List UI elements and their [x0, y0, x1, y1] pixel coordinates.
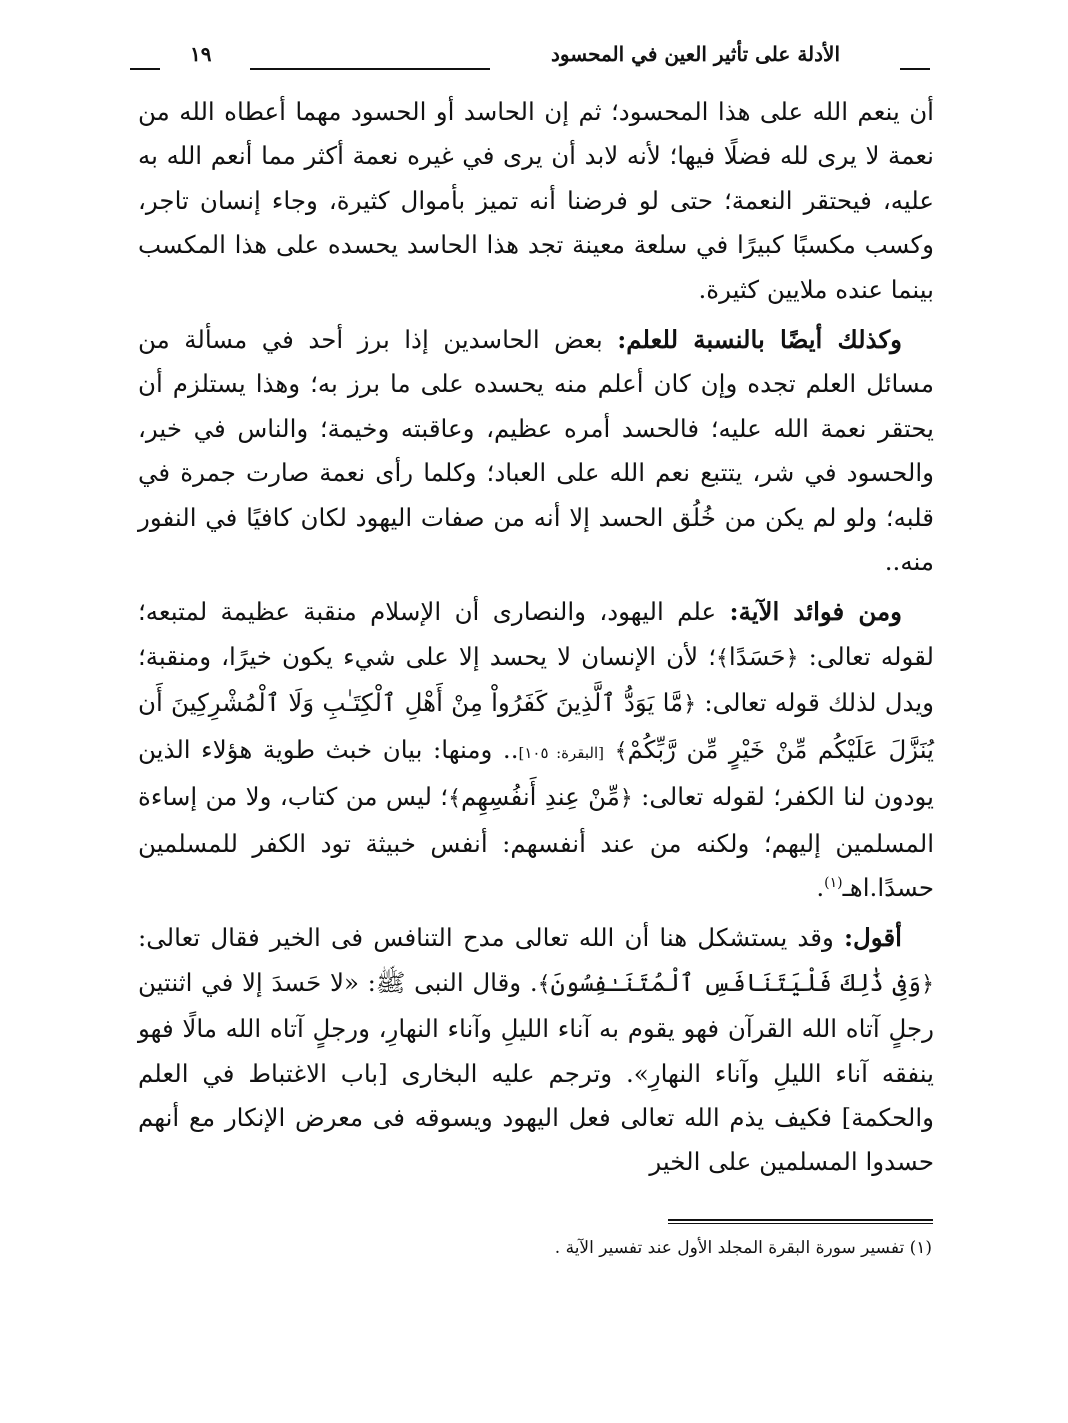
header-rule-left [130, 68, 160, 70]
header-rule-right [900, 68, 930, 70]
footnote-text: (١) تفسير سورة البقرة المجلد الأول عند تفسير الآية . [554, 1238, 932, 1258]
paragraph-4-part-a: وقد يستشكل هنا أن الله تعالى مدح التنافس فى الخير فقال تعالى: [138, 923, 834, 953]
running-header [130, 42, 930, 72]
footnote-separator [668, 1219, 933, 1224]
quran-open-bracket: ﴿ [683, 692, 697, 718]
page-number: ١٩ [190, 42, 212, 66]
header-rule-middle [250, 68, 490, 70]
verse-reference: [البقرة: ١٠٥] [518, 743, 604, 762]
quran-open-bracket: ﴿ [619, 786, 633, 812]
quran-close-bracket: ﴾ [537, 971, 551, 997]
paragraph-3-part-b: ؛ لأن الإنسان لا يحسد إلا على شيء يكون خيرًا، ومنقبة؛ ويدل لذلك قوله تعالى: [138, 641, 935, 718]
paragraph-3-lead: ومن فوائد الآية: [729, 597, 902, 627]
quran-quote-3: مِّنْ عِندِ أَنفُسِهِم [461, 782, 620, 812]
paragraph-4-lead: أقول: [843, 923, 902, 953]
paragraph-2-text: بعض الحاسدين إذا برز أحد في مسألة من مسائل العلم تجده وإن كان أعلم منه يحسده على ما برز به؛ وهذا يستلزم أن يحتقر نعمة الله عليه؛ فالحسد أمره عظيم، وعاقبته وخيمة؛ والناس في خير، والحسود في شر، يتتبع نعم الله على العباد؛ وكلما رأى نعمة صارت جمرة في قلبه؛ ولو لم يكن من خُلُق الحسد إلا أنه من صفات اليهود لكان كافيًا في النفور منه.. [138, 325, 934, 577]
quran-quote-2: مَّا يَوَدُّ ٱلَّذِينَ كَفَرُواْ مِنْ أَهْلِ ٱلْكِتَـٰبِ وَلَا ٱلْمُشْرِكِينَ أَن يُنَزَّلَ عَلَيْكُم مِّنْ خَيْرٍ مِّن رَّبِّكُمْ [138, 688, 934, 764]
quran-quote-4: وَفِى ذَٰلِكَ فَلْيَتَنَافَسِ ٱلْمُتَنَـٰفِسُونَ [550, 967, 922, 997]
paragraph-3-part-d: ؛ ليس من كتاب، ولا من إساءة المسلمين إليهم؛ ولكنه من عند أنفسهم: أنفس خبيثة تود الكفر للمسلمين حسدًا.اهـ [138, 782, 934, 902]
body-text [138, 90, 934, 1185]
header-title: الأدلة على تأثير العين في المحسود [550, 42, 840, 66]
paragraph-2-lead: وكذلك أيضًا بالنسبة للعلم: [617, 325, 902, 355]
quran-open-bracket: ﴿ [921, 971, 934, 997]
paragraph-2 [138, 318, 934, 584]
paragraph-3-part-a: علم اليهود، والنصارى أن الإسلام منقبة عظيمة لمتبعه؛ لقوله تعالى: [138, 597, 935, 671]
quran-close-bracket: ﴾ [448, 786, 461, 812]
quran-quote-1: حَسَدًا [728, 641, 786, 671]
footnote-marker: (١) [824, 874, 843, 891]
paragraph-1: أن ينعم الله على هذا المحسود؛ ثم إن الحاسد أو الحسود مهما أعطاه الله من نعمة لا يرى لله فضلًا فيها؛ لأنه لابد أن يرى في غيره نعمة أكثر مما أنعم الله به عليه، فيحتقر النعمة؛ حتى لو فرضنا أنه تميز بأموال كثيرة، وجاء إنسان تاجر، وكسب مكسبًا كبيرًا في سلعة معينة تجد هذا الحاسد يحسده على هذا المكسب بينما عنده ملايين كثيرة. [138, 97, 934, 304]
quran-open-bracket: ﴿ [785, 645, 799, 671]
paragraph-3: ومن فوائد الآية: علم اليهود، والنصارى أن الإسلام منقبة عظيمة لمتبعه؛ لقوله تعالى: ﴿حَسَدًا﴾؛ لأن الإنسان لا يحسد إلا على شيء يكون خيرًا، ومنقبة؛ ويدل لذلك قوله تعالى: ﴿مَّا يَوَدُّ ٱلَّذِينَ كَفَرُواْ مِنْ أَهْلِ ٱلْكِتَـٰبِ وَلَا ٱلْمُشْرِكِينَ أَن يُنَزَّلَ عَلَيْكُم مِّنْ خَيْرٍ مِّن رَّبِّكُمْ﴾ [البقرة: ١٠٥].. ومنها: بيان خبث طوية هؤلاء الذين يودون لنا الكفر؛ لقوله تعالى: ﴿مِّنْ عِندِ أَنفُسِهِم﴾؛ ليس من كتاب، ولا من إساءة المسلمين إليهم؛ ولكنه من عند أنفسهم: أنفس خبيثة تود الكفر للمسلمين حسدًا.اهـ$^{(١)}$. [138, 597, 935, 902]
paragraph-4-part-b: . وقال النبى ﷺ: «لا حَسدَ إلا في اثنتين رجلٍ آتاه الله القرآن فهو يقوم به آناء الليلِ وآناء النهارِ، ورجلٍ آتاه الله مالًا فهو ينفقه آناء الليلِ وآناء النهارِ». وترجم عليه البخارى [باب الاغتباط في العلم والحكمة] فكيف يذم الله تعالى فعل اليهود ويسوقه فى معرض الإنكار مع أنهم حسدوا المسلمين على الخير [138, 967, 934, 1177]
quran-close-bracket: ﴾ [614, 738, 628, 764]
paragraph-3-part-c: .. ومنها: بيان خبث طوية هؤلاء الذين يودون لنا الكفر؛ لقوله تعالى: [138, 734, 934, 812]
paragraph-4 [138, 916, 934, 1184]
quran-close-bracket: ﴾ [716, 645, 729, 671]
